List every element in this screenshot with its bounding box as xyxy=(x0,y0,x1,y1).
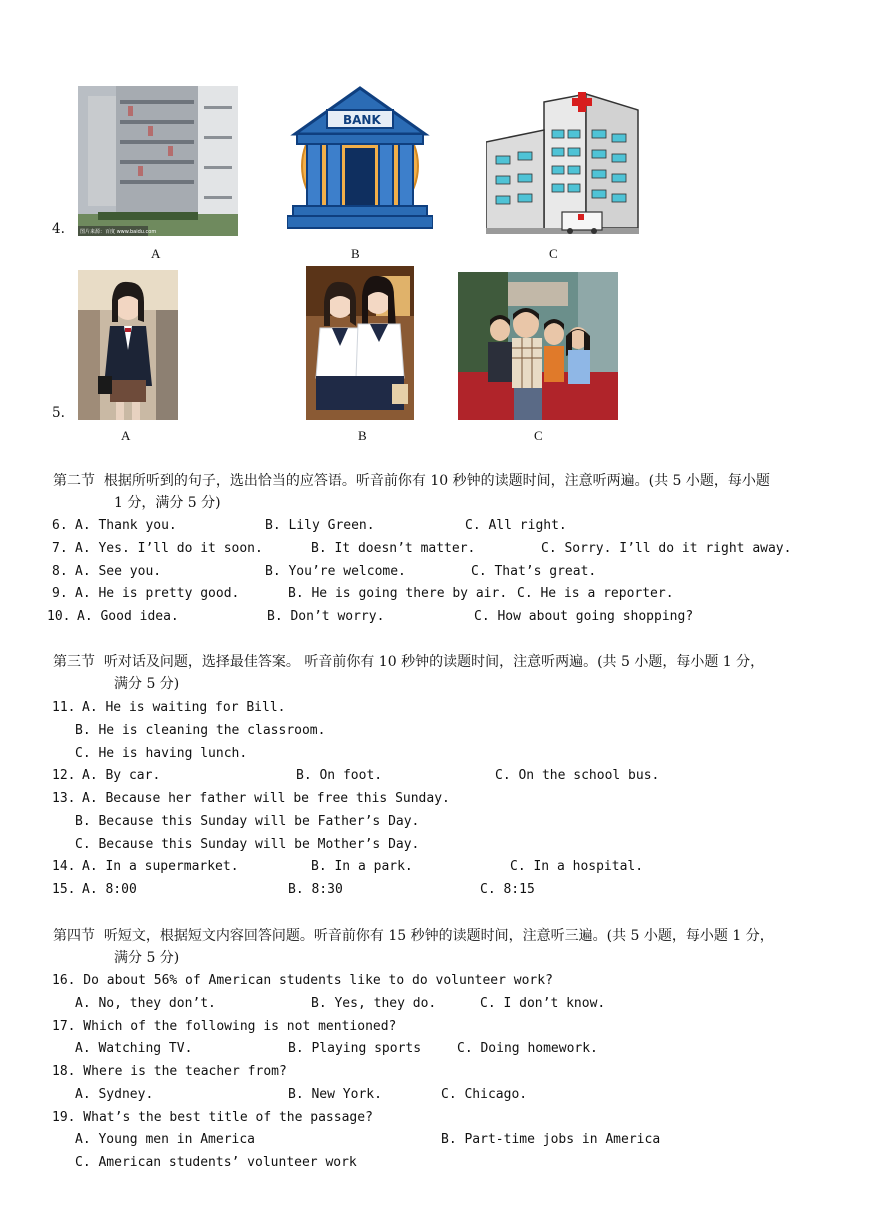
q16-option-a: A. No, they don’t. xyxy=(75,996,216,1011)
q15-number: 15. xyxy=(52,882,76,897)
section2-heading-cont: 1 分，满分 5 分) xyxy=(114,495,221,511)
q11-option-a: A. He is waiting for Bill. xyxy=(82,700,286,715)
q12-option-b: B. On foot. xyxy=(296,768,383,783)
q18-stem: 18. Where is the teacher from? xyxy=(52,1064,287,1079)
q9-option-b: B. He is going there by air. xyxy=(288,586,508,601)
q11-option-c: C. He is having lunch. xyxy=(75,746,248,761)
q13-option-c: C. Because this Sunday will be Mother’s Day. xyxy=(75,837,420,852)
q6-option-b: B. Lily Green. xyxy=(265,518,375,533)
q10-option-c: C. How about going shopping? xyxy=(474,609,694,624)
q5-girl-in-uniform-image xyxy=(78,270,178,420)
photo-watermark: 图片来源：百度 www.baidu.com xyxy=(80,229,157,235)
q9-option-c: C. He is a reporter. xyxy=(517,586,674,601)
q10-option-a: A. Good idea. xyxy=(77,609,179,624)
q8-option-a: A. See you. xyxy=(75,564,162,579)
q12-number: 12. xyxy=(52,768,76,783)
q19-option-c: C. American students’ volunteer work xyxy=(75,1155,357,1170)
q13-number: 13. xyxy=(52,791,76,806)
q13-option-a: A. Because her father will be free this Sunday. xyxy=(82,791,450,806)
q14-option-c: C. In a hospital. xyxy=(510,859,644,874)
q4-school-building-image xyxy=(78,86,238,236)
section4-heading: 第四节 听短文，根据短文内容回答问题。听音前你有 15 秒钟的读题时间，注意听三遍。(共 5 小题，每小题 1 分， xyxy=(53,928,774,944)
q8-number: 8. xyxy=(52,564,68,579)
q12-option-a: A. By car. xyxy=(82,768,161,783)
q10-option-b: B. Don’t worry. xyxy=(267,609,385,624)
section2-heading: 第二节 根据所听到的句子，选出恰当的应答语。听音前你有 10 秒钟的读题时间，注意听两遍。(共 5 小题，每小题 xyxy=(53,473,770,489)
section4-heading-cont: 满分 5 分) xyxy=(114,950,180,966)
q18-option-b: B. New York. xyxy=(288,1087,382,1102)
q4-number: 4. xyxy=(52,221,65,237)
q5-two-students-image xyxy=(306,266,414,420)
q16-option-c: C. I don’t know. xyxy=(480,996,606,1011)
q9-option-a: A. He is pretty good. xyxy=(75,586,240,601)
q12-option-c: C. On the school bus. xyxy=(495,768,660,783)
q11-number: 11. xyxy=(52,700,76,715)
q7-option-c: C. Sorry. I’ll do it right away. xyxy=(541,541,792,556)
q11-option-b: B. He is cleaning the classroom. xyxy=(75,723,326,738)
q5-label-c: C xyxy=(534,428,543,443)
q4-label-a: A xyxy=(151,246,161,261)
q5-label-a: A xyxy=(121,428,131,443)
q14-option-a: A. In a supermarket. xyxy=(82,859,239,874)
q8-option-c: C. That’s great. xyxy=(471,564,597,579)
q16-option-b: B. Yes, they do. xyxy=(311,996,437,1011)
q17-option-c: C. Doing homework. xyxy=(457,1041,598,1056)
q18-option-c: C. Chicago. xyxy=(441,1087,528,1102)
q14-number: 14. xyxy=(52,859,76,874)
q6-number: 6. xyxy=(52,518,68,533)
q6-option-a: A. Thank you. xyxy=(75,518,177,533)
q13-option-b: B. Because this Sunday will be Father’s Day. xyxy=(75,814,420,829)
q17-stem: 17. Which of the following is not mentioned? xyxy=(52,1019,397,1034)
q4-bank-image xyxy=(287,86,433,234)
q17-option-a: A. Watching TV. xyxy=(75,1041,193,1056)
q19-option-b: B. Part-time jobs in America xyxy=(441,1132,661,1147)
q4-hospital-image xyxy=(486,90,639,236)
q5-label-b: B xyxy=(358,428,367,443)
q16-stem: 16. Do about 56% of American students like to do volunteer work? xyxy=(52,973,553,988)
q19-option-a: A. Young men in America xyxy=(75,1132,256,1147)
q9-number: 9. xyxy=(52,586,68,601)
q10-number: 10. xyxy=(47,609,71,624)
q14-option-b: B. In a park. xyxy=(311,859,413,874)
section3-heading-cont: 满分 5 分) xyxy=(114,676,180,692)
q15-option-c: C. 8:15 xyxy=(480,882,535,897)
q5-family-image xyxy=(458,272,618,420)
q5-number: 5. xyxy=(52,405,65,421)
q4-label-b: B xyxy=(351,246,360,261)
q15-option-b: B. 8:30 xyxy=(288,882,343,897)
q7-number: 7. xyxy=(52,541,68,556)
bank-sign-text: BANK xyxy=(343,113,381,127)
q19-stem: 19. What’s the best title of the passage? xyxy=(52,1110,373,1125)
q7-option-a: A. Yes. I’ll do it soon. xyxy=(75,541,263,556)
q6-option-c: C. All right. xyxy=(465,518,567,533)
section3-heading: 第三节 听对话及问题，选择最佳答案。 听音前你有 10 秒钟的读题时间，注意听两遍。(共 5 小题，每小题 1 分， xyxy=(53,654,765,670)
q7-option-b: B. It doesn’t matter. xyxy=(311,541,476,556)
q4-label-c: C xyxy=(549,246,558,261)
q8-option-b: B. You’re welcome. xyxy=(265,564,406,579)
q17-option-b: B. Playing sports xyxy=(288,1041,422,1056)
q18-option-a: A. Sydney. xyxy=(75,1087,154,1102)
q15-option-a: A. 8:00 xyxy=(82,882,137,897)
